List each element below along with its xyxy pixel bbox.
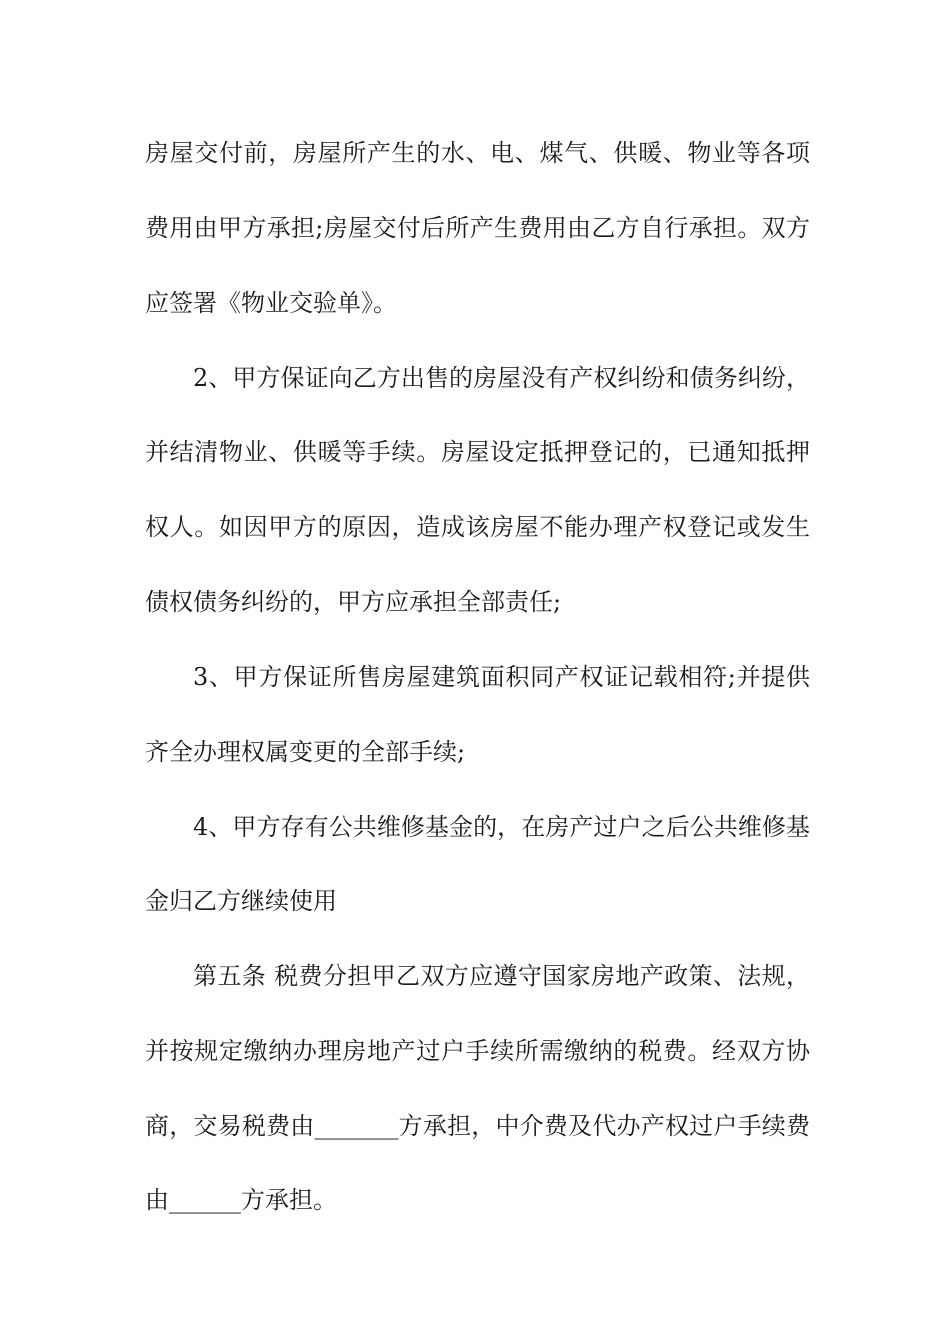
text-line: 商，交易税费由_______方承担，中介费及代办产权过户手续费	[145, 1112, 810, 1140]
text-line: 权人。如因甲方的原因，造成该房屋不能办理产权登记或发生	[145, 513, 810, 541]
text-line: 第五条 税费分担甲乙双方应遵守国家房地产政策、法规，	[193, 962, 810, 990]
text-line: 债权债务纠纷的，甲方应承担全部责任;	[145, 588, 562, 616]
text-line: 并结清物业、供暖等手续。房屋设定抵押登记的，已通知抵押	[145, 438, 810, 466]
text-line: 金归乙方继续使用	[145, 887, 337, 915]
text-line: 并按规定缴纳办理房地产过户手续所需缴纳的税费。经双方协	[145, 1037, 810, 1065]
text-line: 房屋交付前，房屋所产生的水、电、煤气、供暖、物业等各项	[145, 139, 810, 167]
text-line: 应签署《物业交验单》。	[145, 289, 397, 317]
text-line: 齐全办理权属变更的全部手续;	[145, 738, 466, 766]
text-line: 4、甲方存有公共维修基金的，在房产过户之后公共维修基	[193, 813, 810, 841]
text-line: 由______方承担。	[145, 1186, 337, 1214]
text-line: 3、甲方保证所售房屋建筑面积同产权证记载相符;并提供	[193, 663, 810, 691]
text-line: 费用由甲方承担;房屋交付后所产生费用由乙方自行承担。双方	[145, 214, 810, 242]
text-line: 2、甲方保证向乙方出售的房屋没有产权纠纷和债务纠纷，	[193, 364, 810, 392]
